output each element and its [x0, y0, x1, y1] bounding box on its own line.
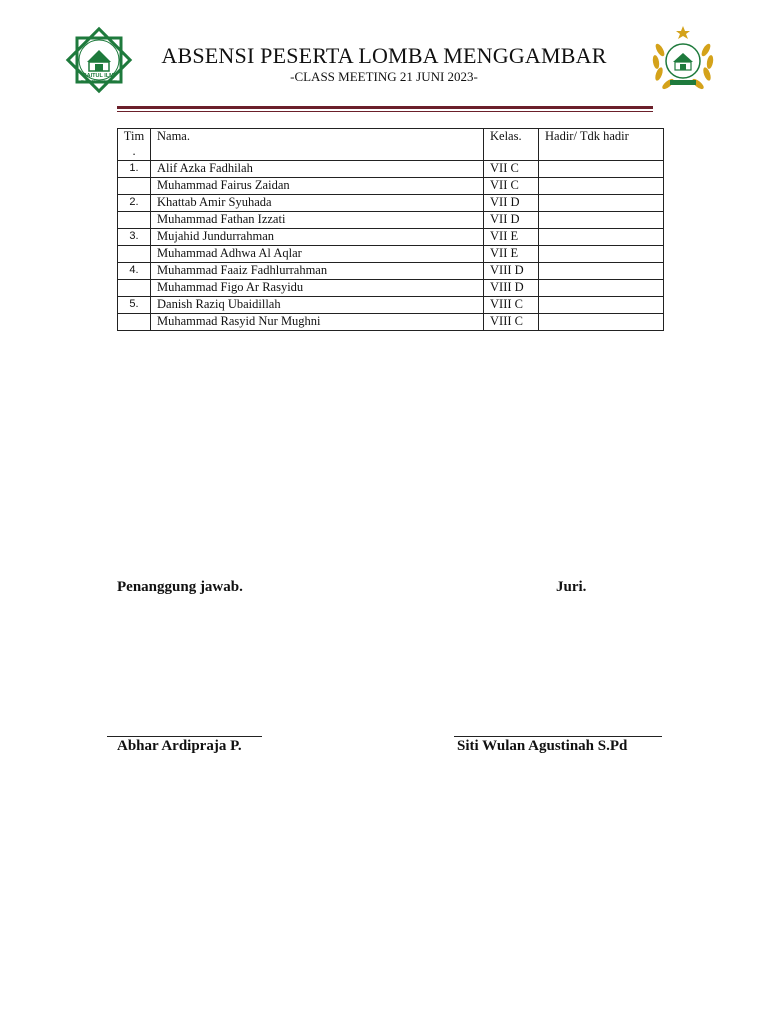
page-subtitle: -CLASS MEETING 21 JUNI 2023- — [290, 69, 478, 84]
signature-line-left — [107, 736, 262, 737]
school-logo-right — [648, 24, 718, 94]
column-header-tim: Tim . — [118, 129, 151, 161]
attendance-cell[interactable] — [539, 212, 664, 229]
attendance-cell[interactable] — [539, 195, 664, 212]
participant-class: VIII C — [484, 314, 539, 331]
participant-class: VII D — [484, 195, 539, 212]
participant-name: Muhammad Faaiz Fadhlurrahman — [151, 263, 484, 280]
participant-class: VII E — [484, 246, 539, 263]
header-divider-thick — [117, 106, 653, 109]
participant-name: Muhammad Adhwa Al Aqlar — [151, 246, 484, 263]
attendance-cell[interactable] — [539, 297, 664, 314]
school-logo-left — [63, 24, 135, 96]
team-number: 2. — [118, 195, 151, 212]
participant-name: Alif Azka Fadhilah — [151, 161, 484, 178]
participant-class: VII C — [484, 161, 539, 178]
table-row — [118, 314, 664, 331]
column-header-hadir: Hadir/ Tdk hadir — [539, 129, 664, 161]
team-number — [118, 178, 151, 195]
team-number — [118, 246, 151, 263]
responsible-person-name: Abhar Ardipraja P. — [117, 738, 242, 754]
team-number: 5. — [118, 297, 151, 314]
team-number — [118, 280, 151, 297]
participant-class: VII E — [484, 229, 539, 246]
attendance-cell[interactable] — [539, 246, 664, 263]
participant-name: Khattab Amir Syuhada — [151, 195, 484, 212]
participant-class: VIII C — [484, 297, 539, 314]
team-number: 3. — [118, 229, 151, 246]
attendance-cell[interactable] — [539, 229, 664, 246]
column-header-nama: Nama. — [151, 129, 484, 161]
table-header-row — [118, 129, 664, 161]
logo-left-subtext: ISLAMIC BOARDING SCHOOL — [80, 80, 118, 83]
table-row — [118, 212, 664, 229]
column-header-kelas: Kelas. — [484, 129, 539, 161]
table-row — [118, 229, 664, 246]
table-row — [118, 246, 664, 263]
baitul-ilmi-logo-icon — [63, 24, 135, 96]
team-number — [118, 212, 151, 229]
attendance-cell[interactable] — [539, 161, 664, 178]
judge-name: Siti Wulan Agustinah S.Pd — [457, 738, 628, 754]
table-row — [118, 280, 664, 297]
participant-name: Muhammad Figo Ar Rasyidu — [151, 280, 484, 297]
participant-name: Muhammad Rasyid Nur Mughni — [151, 314, 484, 331]
table-row — [118, 195, 664, 212]
attendance-cell[interactable] — [539, 263, 664, 280]
wreath-emblem-icon — [648, 24, 718, 94]
table-row — [118, 263, 664, 280]
logo-left-name: BAITUL ILMI — [82, 73, 116, 79]
attendance-cell[interactable] — [539, 314, 664, 331]
participant-class: VIII D — [484, 280, 539, 297]
page-title: ABSENSI PESERTA LOMBA MENGGAMBAR — [161, 43, 607, 68]
participant-name: Mujahid Jundurrahman — [151, 229, 484, 246]
team-number — [118, 314, 151, 331]
team-number: 1. — [118, 161, 151, 178]
attendance-table — [117, 128, 664, 331]
attendance-cell[interactable] — [539, 178, 664, 195]
participant-class: VII D — [484, 212, 539, 229]
judge-label: Juri. — [556, 579, 587, 595]
participant-class: VIII D — [484, 263, 539, 280]
team-number: 4. — [118, 263, 151, 280]
table-row — [118, 178, 664, 195]
attendance-cell[interactable] — [539, 280, 664, 297]
table-row — [118, 161, 664, 178]
participant-name: Muhammad Fairus Zaidan — [151, 178, 484, 195]
table-row — [118, 297, 664, 314]
participant-class: VII C — [484, 178, 539, 195]
header-divider-thin — [117, 111, 653, 112]
signature-line-right — [454, 736, 662, 737]
responsible-person-label: Penanggung jawab. — [117, 579, 243, 595]
participant-name: Danish Raziq Ubaidillah — [151, 297, 484, 314]
participant-name: Muhammad Fathan Izzati — [151, 212, 484, 229]
